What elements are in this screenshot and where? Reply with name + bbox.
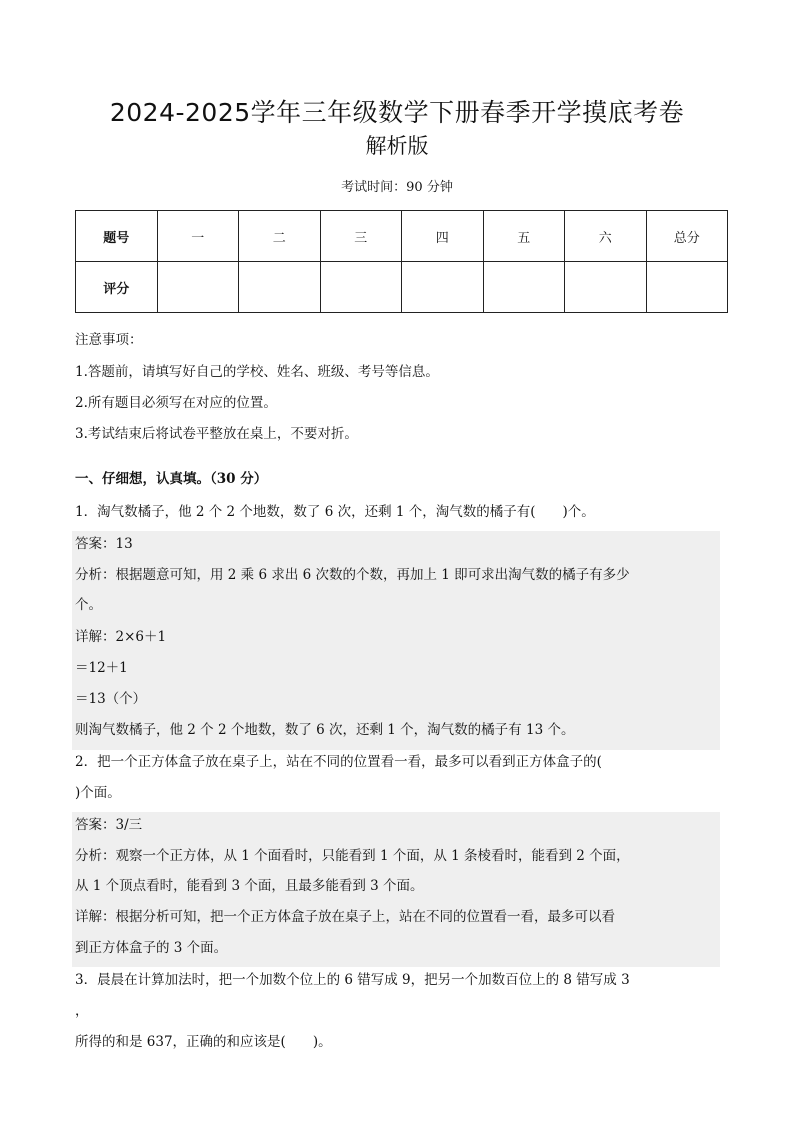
score-table-score-row bbox=[76, 262, 728, 313]
score-table-header: 总分 bbox=[646, 211, 728, 262]
q2-detail: 详解：根据分析可知，把一个正方体盒子放在桌子上，站在不同的位置看一看，最多可以看 bbox=[75, 909, 615, 925]
q1-detail: 详解：2×6＋1 bbox=[75, 629, 167, 645]
score-table-header: 三 bbox=[320, 211, 402, 262]
exam-subtitle: 解析版 bbox=[365, 134, 429, 158]
exam-time: 考试时间：90 分钟 bbox=[341, 180, 453, 195]
score-cell[interactable] bbox=[320, 262, 402, 313]
q2-answer: 答案：3/三 bbox=[75, 817, 143, 833]
score-cell[interactable] bbox=[157, 262, 239, 313]
score-table-header-row bbox=[76, 211, 728, 262]
question-3: 3．晨晨在计算加法时，把一个加数个位上的 6 错写成 9，把另一个加数百位上的 8 错写成 3 bbox=[75, 972, 630, 988]
score-table-header: 题号 bbox=[76, 211, 158, 262]
score-table-header: 四 bbox=[402, 211, 484, 262]
question-2: 2．把一个正方体盒子放在桌子上，站在不同的位置看一看，最多可以看到正方体盒子的( bbox=[75, 754, 602, 770]
score-table-header: 一 bbox=[157, 211, 239, 262]
q2-analysis: 从 1 个顶点看时，能看到 3 个面，且最多能看到 3 个面。 bbox=[75, 878, 424, 894]
score-cell[interactable] bbox=[483, 262, 565, 313]
q1-analysis: 个。 bbox=[75, 597, 102, 613]
section-heading: 一、仔细想，认真填。（30 分） bbox=[75, 471, 268, 487]
q1-detail: ＝13（个） bbox=[75, 691, 147, 707]
note-item: 3.考试结束后将试卷平整放在桌上，不要对折。 bbox=[75, 426, 358, 442]
question-3: 所得的和是 637，正确的和应该是( )。 bbox=[75, 1034, 332, 1050]
q1-detail: ＝12＋1 bbox=[75, 660, 128, 676]
exam-title: 2024-2025学年三年级数学下册春季开学摸底考卷 bbox=[109, 98, 685, 127]
score-cell[interactable] bbox=[565, 262, 647, 313]
q2-analysis: 分析：观察一个正方体，从 1 个面看时，只能看到 1 个面，从 1 条棱看时，能看到 2 个面， bbox=[75, 848, 630, 864]
question-2: )个面。 bbox=[75, 785, 121, 801]
score-cell[interactable] bbox=[239, 262, 321, 313]
score-table-header: 二 bbox=[239, 211, 321, 262]
score-row-label: 评分 bbox=[76, 262, 158, 313]
score-table-header: 五 bbox=[483, 211, 565, 262]
q1-detail: 则淘气数橘子，他 2 个 2 个地数，数了 6 次，还剩 1 个，淘气数的橘子有 13 个。 bbox=[75, 722, 575, 738]
score-table-header: 六 bbox=[565, 211, 647, 262]
notes-heading: 注意事项： bbox=[75, 332, 143, 348]
score-table bbox=[75, 210, 728, 313]
question-3: ， bbox=[75, 1003, 89, 1019]
q2-detail: 到正方体盒子的 3 个面。 bbox=[75, 940, 228, 956]
note-item: 2.所有题目必须写在对应的位置。 bbox=[75, 395, 277, 411]
note-item: 1.答题前，请填写好自己的学校、姓名、班级、考号等信息。 bbox=[75, 364, 439, 380]
q1-analysis: 分析：根据题意可知，用 2 乘 6 求出 6 次数的个数，再加上 1 即可求出淘气数的橘子有多少 bbox=[75, 567, 630, 583]
question-1: 1．淘气数橘子，他 2 个 2 个地数，数了 6 次，还剩 1 个，淘气数的橘子有( )个。 bbox=[75, 504, 595, 520]
q1-answer: 答案：13 bbox=[75, 536, 133, 552]
score-cell[interactable] bbox=[402, 262, 484, 313]
score-cell[interactable] bbox=[646, 262, 728, 313]
